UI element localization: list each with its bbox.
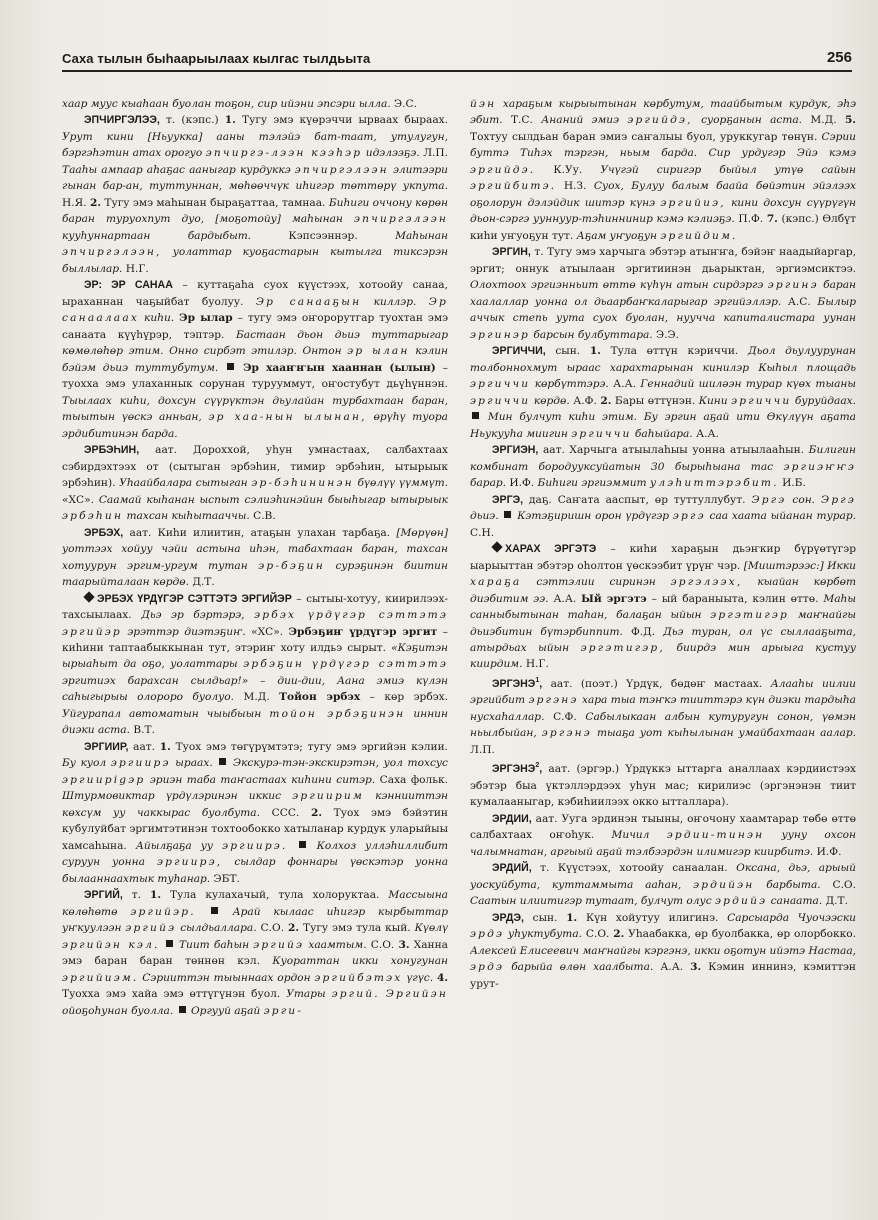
dictionary-entry: ЭРГИН, т. Тугу эмэ харчыга эбэтэр атыҥҥа, бэйэҥ наадыйаргар, эргит; оннук атыылаан эргитиинэн дьарыктан, эргиэмсиктээ. Олохтоох эргиэнньит өттө күһүн атын сирдэргэ эргинэ баран хаалаллар уонна ол дьаарбаҥкаларыгар эргийэллэр. А.С. Былыр аччык степь уута суох буолан, нууччa капиталистара уунан эргинэр барсын булбуттара. Э.Э.	[470, 246, 856, 341]
dictionary-entry: ЭРБЭХ, аат. Киһи илиитин, атаҕын улахан тарбаҕа. [Мөрүөн] уоттээх хойуу чэйи астына иһэн, табахтаан баран, тахсан хотуурун эргим-ургум тутан эр-бэҕин сурэҕинэн биитин таарыйталаан көрдө. Д.Т.	[62, 526, 448, 589]
dictionary-entry: хаар муус кыаһаан буолан тоҕон, сир ийэни эпсэри ыллa. Э.С.	[62, 98, 417, 110]
running-title: Саха тылын быһаарыылаах кылгас тылдьыта	[62, 51, 371, 66]
right-column	[470, 96, 856, 1162]
left-column	[62, 96, 448, 1162]
dictionary-entry: ЭРГИЙ, т. 1. Тула кулахачый, тула холоруктаа. Массыына көлөһөтө эргийэр. Арай кылаас иһигэр кырбыттар уҥкуулээн эргийэ сылдьаллара. С.О. 2. Тугу эмэ тула кый. Күөлү эргийэн кэл. Тиит баһын эргийэ хаамтым. С.О. 3. Ханна эмэ баран баран төннөн кэл. Куораттан икки хонугунан эргийиэм. Сэрииттэн тыыннаах ордон эргийбэтэх үгүс. 4. Туоххa эмэ хайа эмэ өттүгүнэн буол. Утары эргий. Эргийэн ойоҕоһунан буолла. Оргууй аҕай эрги-	[62, 889, 448, 1017]
dictionary-entry: йэн хараҕым кырыытынан көрбутум, таайбытым курдук, эһэ эбит. Т.С. Ананий эмиэ эргийдэ, суорҕанын аста. М.Д. 5. Тохтуу сылдьан баран эмиэ саҥалыы буол, уруккугар төнүн. Сэрии буттэ Тиһэх тэргэн, ньым барда. Сир урдугэр Эйэ кэмэ эргийдэ. К.Уу. Учүгэй сиригэр быйыл утүө сайын эргийбитэ. Н.З. Суох, Булуу балым баайа бөйэтин эйэлээх оҕолорун дэлэйдик шитэр күнэ эргийиэ, кини дохсун сүүрүгүн дьон-сэргэ ууннуур-тэһиннинир кэмэ кэлиэҕэ. П.Ф. 7. (кэпс.) Өлбүт киһи уҥуоҕун тут. Аҕам уҥуоҕун эргийдим.	[470, 98, 856, 242]
dictionary-entry: ЭПЧИРГЭЛЭЭ, т. (кэпс.) 1. Тугу эмэ күөрэччи ырваах быраах. Урут кини [Ньуукка] ааны тэлэйэ бат-таат, утулугун, бэргэһэтин атах орогуо эпчиргэ-лээн кээһэр идэлээҕэ. Л.П. Тааһы ампаар аһаҕас ааныгар курдуккэ эпчиргэлээн элитээри гынан бар-ан, туттуннан, мөһөөччүк иһигэр төттөрү укпута. Н.Я. 2. Тугу эмэ маһынан быраҕаттаа, тамнаа. Биһиги оччону көрөн баран туруохпут дуо, [моҕотойу] маһынан эпчиргэлээн кууһуннартаан бардыбыт. Кэпсээннэр. Маһынан эпчиргэлээн, уолаттар куоҕастарын кытылга тиксэрэн быллылар. Н.Г.	[62, 114, 448, 275]
dictionary-entry: ЭРБЭҺИН, аат. Дороххой, уһун умнастаах, салбахтаах сэбирдэхтээх от (сытыган эрбэһин, тимир эрбэһин, ытырыык эрбэһин). Уһаайбалара сытыган эр-бэһининэн бүөлүү үүммүт. «ХС». Саамай кыһанан ыспыт сэлиэһинэйин быыһыгар ытырыык эрбэһин тахсан кыһытааччы. С.В.	[62, 444, 448, 523]
dictionary-entry: ЭРГЭ, даҕ. Саҥата аaспыт, өр туттуллубут. Эргэ сон. Эргэ дьиэ. Кэтэҕиришн орон үрдүгэр эргэ саа хаата ыйанан турар. С.Н.	[470, 493, 856, 539]
dictionary-entry: ЭР: ЭР САНАА – куттаҕаһа суох күүстээх, хотоойу санаа, ыраханнан чаҕыйбат буолуу. Эр санааҕын киллэр. Эр санаалаах киһи. Эр ылар – тугу эмэ оҥорорутгар туохтан эмэ санаата күүһүрэр, тэптэр. Бастаан дьон дьиэ туттарыгар көмөлөһөр этим. Онно сирбэт этилэр. Онтон эр ылан кэлин бэйэм дьиэ туттубутум. Эр хааҥҥын хааннан (ылын) – туохха эмэ улаханнык сорунан турууммут, оҥостубут дьүһүннэн. Тыылаах киһи, дохсун сүүрүктэн дьулайан турбахтаан баран, тыытын үөскэ анньан, эр хаа-нын ылынан, өрүһү туора эрдибитинэн барда.	[62, 279, 448, 440]
dictionary-entry: ЭРГИЭН, аат. Харчыга атыылаһыы уонна атыылааһын. Билигин комбинат бородууксуйатын 30 бырыһыана тас эргиэҥҥэ барар. И.Ф. Биһиги эргиэммит улэһиттэрэбит. И.Б.	[470, 444, 856, 490]
dictionary-entry: ЭРБЭХ ҮРДҮГЭР СЭТТЭТЭ ЭРГИЙЭР – сытыы-хотуу, киирилээх-тахсыылаах. Дьэ эр бэртэрэ, эрбэх үрдүгэр сэттэтэ эргийэр эрэттэр диэтэҕиҥ. «ХС». Эрбэҕиҥ үрдүгэр эргит – киһини таптаабыккынан тут, этэриҥ хоту илдьэ сырыт. «Кэҕитэн ырыаһыт да оҕо, уолаттары эрбэҕин үрдүгэр сэттэтэ эргитиэх барахсан сылдьар!» – дии-дии, Аана эмиэ күлэн саһыгырыы олороро буолуо. М.Д. Тойон эрбэх – көр эрбэх. Уйгурапал автоматын чыыбыын тойон эрбэҕинэн иннин диэки аста. В.Т.	[62, 592, 448, 737]
page-number: 256	[826, 49, 852, 66]
dictionary-entry: ХАРАХ ЭРГЭТЭ – киһи хараҕын дьэҥкир бүрүөтүгэр ыарыыттан эбэтэр оһолтон үөскээбит үрүҥ чэр. [Миштэрээс:] Икки хараҕа сэттэлии сиринэн эргэлээх, кыайан көрбөт диэбитим ээ. А.А. Ый эргэтэ – ый бараныыта, кэлин өттө. Маһы санныбытынан таһан, балаҕан ыйын эргэтигэр маҥнайгы дьиэбитин бүтэрбиппит. Ф.Д. Дьэ туран, ол үс сыллааҕыта, атырдьах ыйын эргэтигэр, биирдэ мин арыыга кустуу киирдим. Н.Г.	[470, 543, 856, 671]
dictionary-entry: ЭРГИИР, аат. 1. Туох эмэ төгүрүмтэтэ; тугу эмэ эргийэн кэлии. Бу куол эргиирэ ыраах. Экскурэ-тэн-экскирэтэн, уол тохсус эргиирigэр эриэн таба таҥастаах киһини ситэр. Саха фольк. Штурмовиктар үрдүлэринэн иккис эргиирим кэннииттэн көхсүм уу чаккырас буолбута. ССС. 2. Туох эмэ бэйэтин кубулуйбат эргимтэтинэн тохтообокко хатыланар курдук уларыйыы хамсаһына. Айылҕаҕа уу эргиирэ. Колхоз уллэһиллибит суруун уонна эргиирэ, сылдар фоннары үөскэтэр уонна былааннаахтык туһанар. ЭБТ.	[62, 740, 448, 885]
page-header	[62, 48, 852, 72]
dictionary-entry: ЭРДИИ, аат. Ууга эрдинэн тыыны, оҥочону хаамтарар төбө өттө салбахтаах оҥоһук. Мичил эрдии-тинэн ууну охсон чалымнатан, аргыый аҕай тэлбээрдэн илимигэр киирбитэ. И.Ф.	[470, 812, 856, 858]
dictionary-entry: ЭРГИЧЧИ, сын. 1. Тула өттүн кэриччи. Дьол дьулуурунан толбоннохмут ыраас харахтарынан кинилэр Кыһыл площадь эргиччи көрбүттэрэ. А.А. Геннадий шиләэн турар күөх тыаны эргиччи көрдө. А.Ф. 2. Бары өттүнэн. Кини эргиччи буруйдаах. Мин булчут киһи этим. Бу эргин аҕай ити Өкүлүүн аҕата Ньукууһа миигин эргиччи баһыйара. А.А.	[470, 345, 856, 440]
dictionary-entry: ЭРГЭНЭ$^2$, аат. (эргэр.) Үрдүккэ ыттарга аналлаах кэрдиистээх эбэтэр быа үктэллэрдээх уһун мас; кирилиэс (эргэнэнэн тиит кумалааныгар, кэбиһиилээх окко ытталлара).	[470, 762, 856, 809]
dictionary-entry: ЭРДЭ, сын. 1. Күн хойутуу илигинэ. Сарсыарда Чуочээски эрдэ уһуктубута. С.О. 2. Уһаабакка, өр буолбакка, өр олорбокко. Алексей Елисеевич маҥнайгы кэргэнэ, икки оҕотун ийэтэ Настаа, эрдэ барыйа өлөн хаалбыта. А.А. 3. Кэмин иннинэ, кэмиттэн урут-	[470, 911, 856, 990]
dictionary-entry: ЭРДИЙ, т. Күүстээх, хотоойу санаалан. Оксана, дьэ, арыый уоскуйбута, куттаммыта ааһан, эрдийэн барбыта. С.О. Саатын илиитигэр тутаат, булчут олус эрдийэ санаата. Д.Т.	[470, 862, 856, 908]
dictionary-entry: ЭРГЭНЭ$^1$, аат. (поэт.) Үрдүк, бөдөҥ мастаах. Алааһы иилии эргийбит эргэнэ хара тыа тэҥкэ тииттэрэ күн диэки тардыһа нусхаһаллар. С.Ф. Сабылыкаан албын кутуругун сонон, үөмэн ньылбыйан, эргэнэ тыаҕа уот кыһылынан умайбахтаан аалар. Л.П.	[470, 676, 856, 756]
